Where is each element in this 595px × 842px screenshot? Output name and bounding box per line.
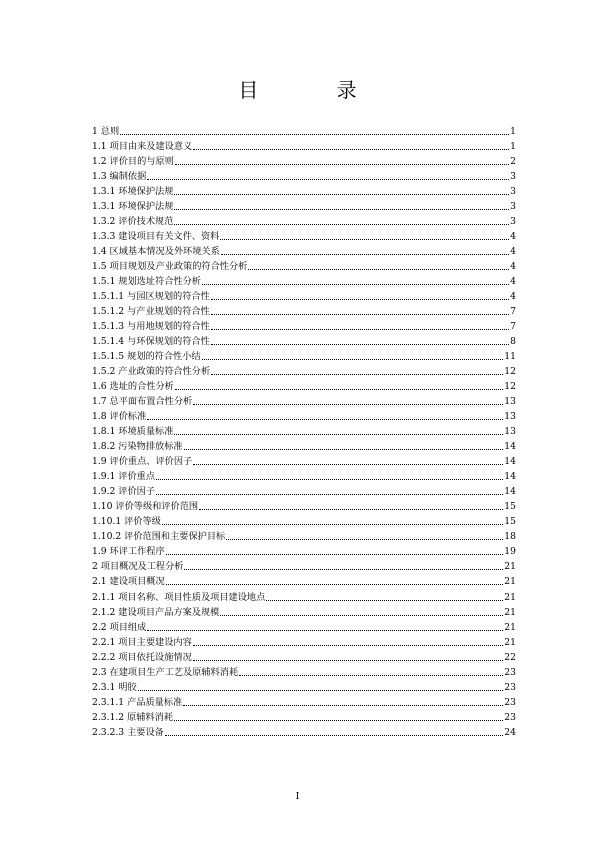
toc-entry-page: 8: [510, 336, 516, 348]
toc-entry-label: 2.2 项目组成: [92, 621, 147, 633]
toc-dot-leader: [183, 705, 503, 706]
toc-entry-page: 21: [504, 561, 516, 573]
toc-dot-leader: [221, 254, 509, 255]
toc-entry-page: 3: [510, 171, 516, 183]
toc-entry[interactable]: [92, 723, 516, 738]
toc-dot-leader: [147, 179, 509, 180]
toc-dot-leader: [193, 645, 503, 646]
toc-entry-label: 1.3.2 评价技术规范: [92, 216, 174, 228]
toc-entry-page: 15: [504, 516, 516, 528]
toc-entry[interactable]: [92, 708, 516, 723]
toc-entry-page: 23: [504, 696, 516, 708]
toc-entry-page: 23: [504, 666, 516, 678]
toc-dot-leader: [147, 419, 503, 420]
toc-dot-leader: [193, 464, 503, 465]
toc-entry-page: 4: [510, 231, 516, 243]
toc-entry-label: 2.3.2.3 主要设备: [92, 726, 164, 738]
toc-entry-page: 19: [504, 546, 516, 558]
toc-entry-label: 1.5.1.2 与产业规划的符合性: [92, 306, 210, 318]
toc-entry-page: 13: [504, 426, 516, 438]
toc-entry-label: 1.5 项目规划及产业政策的符合性分析: [92, 261, 248, 273]
toc-entry-page: 14: [504, 441, 516, 453]
toc-dot-leader: [166, 584, 504, 585]
toc-entry-page: 24: [504, 726, 516, 738]
toc-entry[interactable]: [92, 362, 516, 377]
toc-entry[interactable]: [92, 512, 516, 527]
toc-entry-page: 14: [504, 471, 516, 483]
toc-dot-leader: [211, 374, 503, 375]
toc-dot-leader: [199, 509, 503, 510]
toc-entry-page: 13: [504, 411, 516, 423]
toc-entry-label: 2.2.1 项目主要建设内容: [92, 636, 192, 648]
toc-entry[interactable]: [92, 122, 516, 137]
toc-dot-leader: [220, 615, 503, 616]
toc-entry-label: 2.1.2 建设项目产品方案及规模: [92, 606, 220, 618]
toc-entry-page: 18: [504, 531, 516, 543]
toc-entry-label: 1.9.1 评价重点: [92, 471, 156, 483]
toc-entry-page: 4: [510, 261, 516, 273]
page-title: 目 录: [238, 78, 393, 102]
toc-entry-page: 14: [504, 486, 516, 498]
toc-entry-label: 1.5.1 规划选址符合性分析: [92, 276, 201, 288]
toc-dot-leader: [174, 434, 503, 435]
toc-entry-label: 1.5.2 产业政策的符合性分析: [92, 366, 211, 378]
toc-entry-label: 1.3.1 环境保护法规: [92, 201, 174, 213]
toc-dot-leader: [138, 690, 504, 691]
toc-entry-label: 1.5.1.4 与环保规划的符合性: [92, 336, 210, 348]
toc-entry[interactable]: [92, 272, 516, 287]
toc-entry[interactable]: [92, 482, 516, 497]
toc-entry-label: 1.10.2 评价范围和主要保护目标: [92, 531, 226, 543]
toc-dot-leader: [147, 630, 503, 631]
toc-entry[interactable]: [92, 467, 516, 482]
toc-entry[interactable]: [92, 197, 516, 212]
toc-entry-page: 21: [504, 606, 516, 618]
toc-entry-page: 4: [510, 246, 516, 258]
toc-entry[interactable]: [92, 633, 516, 648]
toc-entry[interactable]: [92, 497, 516, 512]
toc-entry-page: 13: [504, 396, 516, 408]
toc-dot-leader: [175, 389, 503, 390]
toc-entry-label: 2 项目概况及工程分析: [92, 561, 184, 573]
toc-entry[interactable]: [92, 648, 516, 663]
toc-entry-label: 1.8.1 环境质量标准: [92, 426, 174, 438]
toc-entry-page: 23: [504, 711, 516, 723]
toc-dot-leader: [165, 735, 503, 736]
toc-entry[interactable]: [92, 527, 516, 542]
toc-entry-label: 1.4 区域基本情况及外环境关系: [92, 246, 220, 258]
toc-entry-page: 1: [510, 141, 516, 153]
toc-entry-page: 23: [504, 681, 516, 693]
toc-dot-leader: [184, 569, 503, 570]
toc-dot-leader: [174, 224, 509, 225]
toc-entry-page: 15: [504, 501, 516, 513]
toc-entry[interactable]: [92, 452, 516, 467]
toc-entry-label: 1.3.1 环境保护法规: [92, 186, 174, 198]
toc-entry[interactable]: [92, 302, 516, 317]
toc-entry-page: 22: [504, 651, 516, 663]
toc-entry-label: 1.10 评价等级和评价范围: [92, 501, 199, 513]
toc-entry-label: 1.8.2 污染物排放标准: [92, 441, 183, 453]
toc-entry-page: 4: [510, 291, 516, 303]
toc-entry-label: 1.10.1 评价等级: [92, 516, 161, 528]
toc-entry-label: 2.3.1.2 原辅料消耗: [92, 711, 174, 723]
toc-entry-page: 21: [504, 576, 516, 588]
toc-entry-label: 1.9.2 评价因子: [92, 486, 156, 498]
toc-entry-label: 1.5.1.1 与园区规划的符合性: [92, 291, 210, 303]
toc-entry-page: 4: [510, 276, 516, 288]
toc-entry-page: 21: [504, 591, 516, 603]
toc-dot-leader: [156, 494, 503, 495]
toc-dot-leader: [174, 209, 509, 210]
toc-dot-leader: [193, 660, 503, 661]
toc-dot-leader: [220, 239, 509, 240]
toc-entry[interactable]: [92, 152, 516, 167]
toc-entry-page: 3: [510, 216, 516, 228]
toc-dot-leader: [211, 344, 509, 345]
toc-entry-label: 2.3.1.1 产品质量标准: [92, 696, 183, 708]
toc-entry-label: 1.1 项目由来及建设意义: [92, 141, 193, 153]
toc-dot-leader: [211, 299, 509, 300]
table-of-contents: [92, 122, 516, 738]
toc-dot-leader: [120, 134, 509, 135]
toc-entry-page: 21: [504, 621, 516, 633]
toc-entry-page: 3: [510, 201, 516, 213]
toc-entry-label: 2.1.1 项目名称、项目性质及项目建设地点: [92, 591, 266, 603]
toc-entry[interactable]: [92, 137, 516, 152]
toc-entry[interactable]: [92, 437, 516, 452]
toc-entry[interactable]: [92, 347, 516, 362]
toc-dot-leader: [193, 149, 509, 150]
toc-entry-label: 1.7 总平面布置合性分析: [92, 396, 193, 408]
toc-entry-page: 12: [504, 366, 516, 378]
toc-entry[interactable]: [92, 572, 516, 587]
toc-entry[interactable]: [92, 392, 516, 407]
toc-entry[interactable]: [92, 587, 516, 602]
toc-dot-leader: [202, 359, 504, 360]
toc-dot-leader: [184, 449, 504, 450]
toc-entry-page: 11: [504, 351, 516, 363]
toc-entry[interactable]: [92, 603, 516, 618]
toc-entry[interactable]: [92, 257, 516, 272]
toc-dot-leader: [156, 479, 503, 480]
toc-entry-label: 1.5.1.5 规划的符合性小结: [92, 351, 201, 363]
toc-entry-page: 3: [510, 186, 516, 198]
toc-entry[interactable]: [92, 693, 516, 708]
toc-dot-leader: [175, 164, 509, 165]
toc-entry-page: 1: [510, 126, 516, 138]
toc-dot-leader: [248, 269, 509, 270]
toc-entry-label: 1.3.3 建设项目有关文件、资料: [92, 231, 220, 243]
toc-entry[interactable]: [92, 167, 516, 182]
toc-dot-leader: [162, 524, 503, 525]
toc-dot-leader: [226, 539, 503, 540]
toc-entry-label: 1.6 选址的合性分析: [92, 381, 174, 393]
toc-entry-page: 2: [510, 156, 516, 168]
toc-entry[interactable]: [92, 663, 516, 678]
toc-dot-leader: [166, 554, 504, 555]
toc-entry[interactable]: [92, 317, 516, 332]
toc-entry[interactable]: [92, 618, 516, 633]
toc-entry-page: 21: [504, 636, 516, 648]
toc-entry-label: 1.2 评价目的与原则: [92, 156, 174, 168]
toc-entry-label: 1.3 编制依据: [92, 171, 147, 183]
toc-entry[interactable]: [92, 377, 516, 392]
toc-entry[interactable]: [92, 212, 516, 227]
toc-dot-leader: [174, 194, 509, 195]
toc-entry-page: 14: [504, 456, 516, 468]
toc-entry-label: 1.9 评价重点、评价因子: [92, 456, 193, 468]
toc-entry[interactable]: [92, 332, 516, 347]
toc-entry-label: 1 总则: [92, 126, 120, 138]
page-number: I: [295, 792, 300, 802]
toc-entry-label: 2.2.2 项目依托设施情况: [92, 651, 192, 663]
toc-entry-page: 12: [504, 381, 516, 393]
toc-dot-leader: [211, 329, 509, 330]
toc-entry[interactable]: [92, 678, 516, 693]
toc-entry[interactable]: [92, 422, 516, 437]
toc-dot-leader: [239, 675, 503, 676]
toc-dot-leader: [202, 284, 509, 285]
toc-entry[interactable]: [92, 182, 516, 197]
toc-entry[interactable]: [92, 407, 516, 422]
toc-entry-page: 7: [510, 321, 516, 333]
toc-entry-label: 2.3.1 明胶: [92, 681, 137, 693]
toc-entry[interactable]: [92, 227, 516, 242]
toc-entry[interactable]: [92, 542, 516, 557]
toc-entry[interactable]: [92, 557, 516, 572]
toc-entry-page: 7: [510, 306, 516, 318]
toc-entry-label: 2.1 建设项目概况: [92, 576, 165, 588]
toc-entry-label: 1.8 评价标准: [92, 411, 147, 423]
toc-entry[interactable]: [92, 242, 516, 257]
toc-entry-label: 2.3 在建项目生产工艺及原辅料消耗: [92, 666, 239, 678]
toc-dot-leader: [193, 404, 503, 405]
toc-entry-label: 1.5.1.3 与用地规划的符合性: [92, 321, 210, 333]
toc-dot-leader: [174, 720, 503, 721]
toc-dot-leader: [211, 314, 509, 315]
toc-entry[interactable]: [92, 287, 516, 302]
toc-entry-label: 1.9 环评工作程序: [92, 546, 165, 558]
toc-dot-leader: [266, 600, 503, 601]
